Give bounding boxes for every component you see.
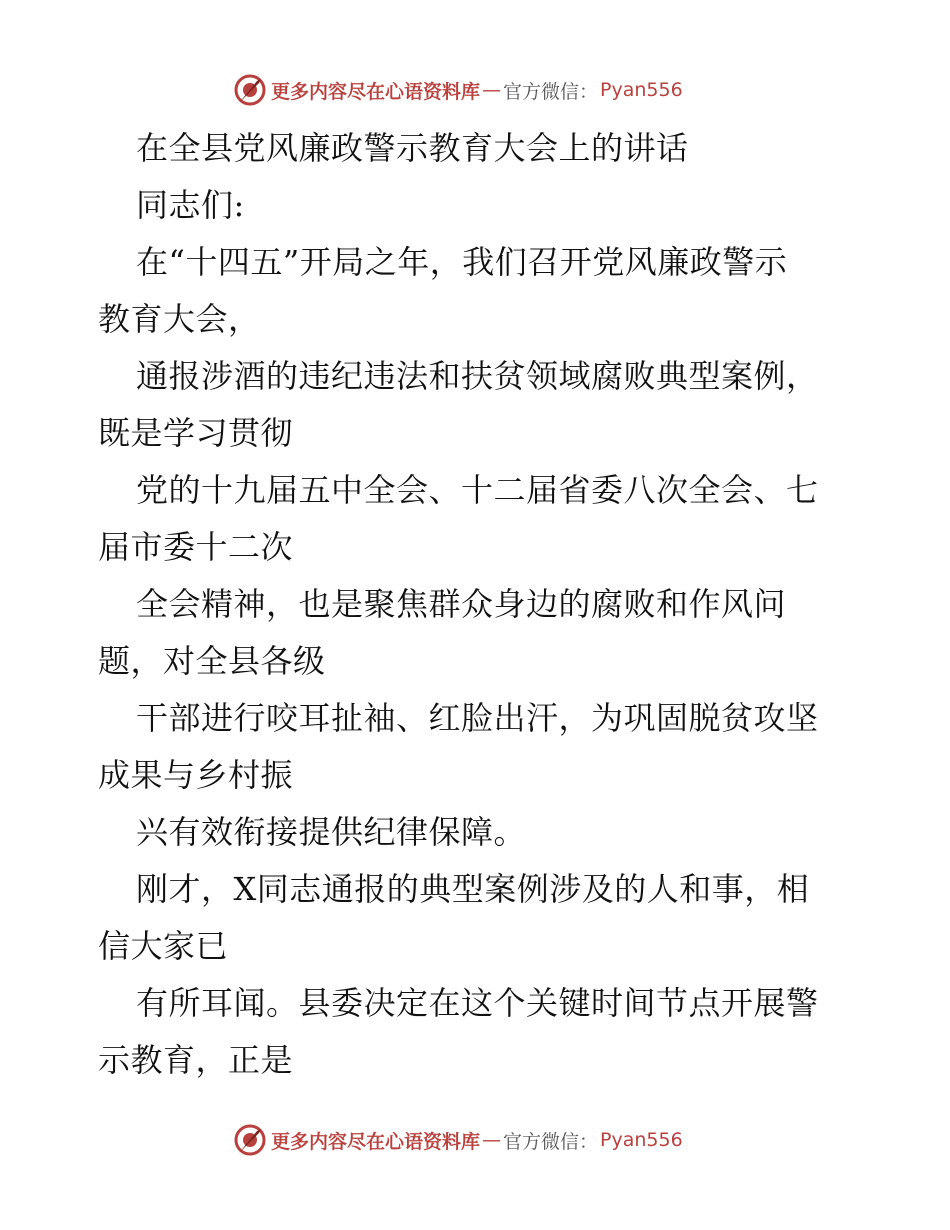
speech-title: 在全县党风廉政警示教育大会上的讲话 xyxy=(136,129,689,167)
text-line: 届市委十二次 xyxy=(98,528,294,566)
watermark-brand: 更多内容尽在心语资料库 xyxy=(271,80,481,103)
text-line: 干部进行咬耳扯袖、红脸出汗，为巩固脱贫攻坚 xyxy=(136,699,819,737)
text-line: 成果与乡村振 xyxy=(98,756,294,794)
quill-logo-icon xyxy=(233,73,267,107)
salutation: 同志们: xyxy=(136,186,245,224)
footer-watermark xyxy=(233,1122,683,1158)
text-line: 在“十四五”开局之年，我们召开党风廉政警示 xyxy=(136,243,788,281)
watermark-dash: — xyxy=(482,1129,502,1151)
watermark-wechat-id: Pyan556 xyxy=(600,1129,683,1151)
text-line: 既是学习贯彻 xyxy=(98,414,294,452)
quill-logo-icon xyxy=(233,1123,267,1157)
text-line: 刚才，X同志通报的典型案例涉及的人和事，相 xyxy=(136,870,810,908)
text-line: 题，对全县各级 xyxy=(98,642,326,680)
watermark-wechat-id: Pyan556 xyxy=(600,79,683,101)
watermark-label: 官方微信： xyxy=(503,80,599,103)
text-line: 全会精神，也是聚焦群众身边的腐败和作风问 xyxy=(136,585,787,623)
text-line: 党的十九届五中全会、十二届省委八次全会、七 xyxy=(136,471,819,509)
text-line: 信大家已 xyxy=(98,927,229,965)
watermark-dash: — xyxy=(482,79,502,101)
text-line: 通报涉酒的违纪违法和扶贫领域腐败典型案例， xyxy=(136,357,819,395)
watermark-brand: 更多内容尽在心语资料库 xyxy=(271,1130,481,1153)
document-body xyxy=(98,120,858,1089)
header-watermark xyxy=(233,72,683,108)
watermark-label: 官方微信： xyxy=(503,1130,599,1153)
text-line: 兴有效衔接提供纪律保障。 xyxy=(136,813,527,851)
text-line: 有所耳闻。县委决定在这个关键时间节点开展警 xyxy=(136,984,819,1022)
text-line: 示教育，正是 xyxy=(98,1041,294,1079)
text-line: 教育大会， xyxy=(98,300,261,338)
